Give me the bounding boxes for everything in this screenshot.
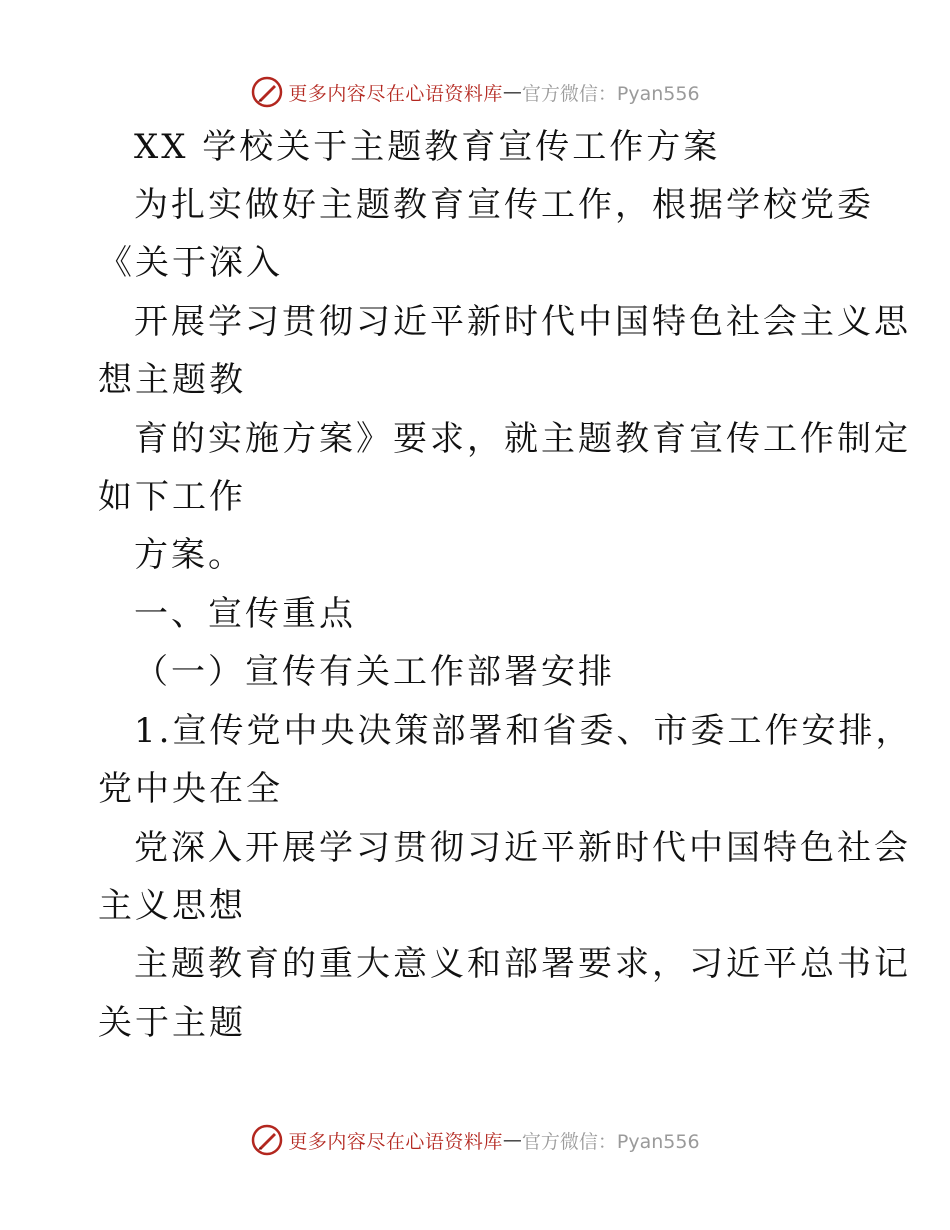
watermark-wechat-text: 官方微信：Pyan556 xyxy=(521,82,700,105)
header-watermark xyxy=(0,72,950,112)
body-line: 想主题教 xyxy=(98,360,246,400)
document-title: XX 学校关于主题教育宣传工作方案 xyxy=(134,127,721,167)
subsection-heading: （一）宣传有关工作部署安排 xyxy=(134,652,615,692)
body-line: 为扎实做好主题教育宣传工作，根据学校党委 xyxy=(134,185,874,225)
watermark-dash: — xyxy=(502,81,522,103)
watermark-wechat-text: 官方微信：Pyan556 xyxy=(521,1130,700,1153)
body-line: 方案。 xyxy=(134,535,245,575)
quill-pen-logo-icon xyxy=(250,75,284,109)
body-line: 育的实施方案》要求，就主题教育宣传工作制定 xyxy=(134,419,911,459)
body-line: 关于主题 xyxy=(98,1003,246,1043)
body-line: 《关于深入 xyxy=(98,243,283,283)
body-line: 1.宣传党中央决策部署和省委、市委工作安排， xyxy=(134,711,913,751)
watermark-brand-text: 更多内容尽在心语资料库 xyxy=(288,1130,503,1153)
body-line: 党深入开展学习贯彻习近平新时代中国特色社会 xyxy=(134,828,911,868)
body-line: 主义思想 xyxy=(98,886,246,926)
body-line: 主题教育的重大意义和部署要求，习近平总书记 xyxy=(134,944,911,984)
quill-pen-logo-icon xyxy=(250,1123,284,1157)
watermark-dash: — xyxy=(502,1129,522,1151)
footer-watermark xyxy=(0,1120,950,1160)
body-line: 党中央在全 xyxy=(98,769,283,809)
section-heading: 一、宣传重点 xyxy=(134,594,356,634)
watermark-brand-text: 更多内容尽在心语资料库 xyxy=(288,82,503,105)
body-line: 开展学习贯彻习近平新时代中国特色社会主义思 xyxy=(134,302,911,342)
body-line: 如下工作 xyxy=(98,477,246,517)
